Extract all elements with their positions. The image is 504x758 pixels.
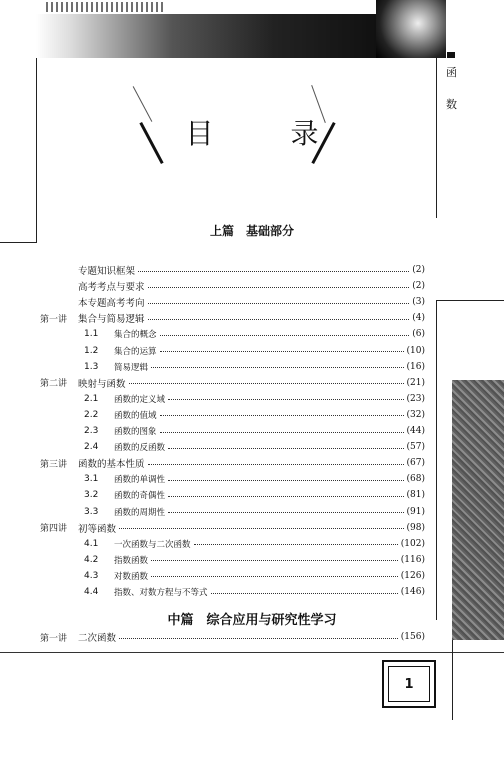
side-label-char-2: 数 — [446, 98, 457, 111]
toc-entry-page: (68) — [406, 474, 425, 485]
toc-leader-dots — [160, 351, 404, 352]
toc-entry — [40, 375, 425, 391]
toc-leader-dots — [194, 544, 398, 545]
toc-leader-dots — [119, 528, 404, 529]
toc-entry-number: 2.1 — [84, 393, 99, 404]
toc-leader-dots — [151, 367, 404, 368]
toc-entry-number: 1.3 — [84, 361, 99, 372]
toc-entry-page: (32) — [406, 409, 425, 420]
toc-leader-dots — [148, 464, 404, 465]
toc-entry-label: 函数的值域 — [114, 410, 157, 421]
toc-entry-label: 集合的概念 — [114, 330, 157, 341]
toc-entry-number: 第一讲 — [40, 314, 68, 325]
toc-entry-label: 映射与函数 — [78, 378, 126, 390]
toc-entry-page: (102) — [400, 538, 425, 549]
toc-entry — [40, 439, 425, 455]
toc-entry — [40, 520, 425, 536]
margin-mark-right — [436, 300, 504, 301]
toc-entry-page: (98) — [406, 522, 425, 533]
toc-entry-page: (91) — [406, 506, 425, 517]
toc-leader-dots — [151, 560, 398, 561]
toc-entry-label: 对数函数 — [114, 571, 149, 582]
toc-entry-page: (21) — [406, 377, 425, 388]
toc-entry-label: 函数的定义域 — [114, 394, 166, 405]
toc-entry — [40, 391, 425, 407]
toc-entry-number: 第二讲 — [40, 379, 68, 390]
toc-entry-label: 初等函数 — [78, 523, 117, 535]
toc-entry — [40, 629, 425, 645]
toc-entry — [40, 536, 425, 552]
toc-leader-dots — [160, 415, 404, 416]
toc-entry-page: (57) — [406, 442, 425, 453]
toc-entry-page: (2) — [412, 281, 425, 292]
header-photo — [376, 0, 446, 58]
toc-entry-page: (156) — [400, 632, 425, 642]
side-label-char-1: 函 — [446, 66, 457, 79]
toc-entry-number: 第一讲 — [40, 633, 68, 644]
toc-leader-dots — [168, 480, 404, 481]
toc-entry — [40, 423, 425, 439]
toc-entry-label: 函数的单调性 — [114, 475, 166, 486]
toc-entry-page: (6) — [412, 329, 425, 340]
toc-entry-number: 3.1 — [84, 474, 99, 485]
footer-rule — [0, 652, 504, 653]
toc-entry — [40, 487, 425, 503]
toc-leader-dots — [168, 496, 404, 497]
toc-entry-page: (44) — [406, 426, 425, 436]
toc-entry-page: (116) — [400, 554, 425, 565]
toc-entry — [40, 471, 425, 487]
toc-entry-label: 函数的反函数 — [114, 443, 166, 454]
toc-leader-dots — [211, 593, 398, 594]
toc-entry-label: 函数的图象 — [114, 427, 157, 437]
toc-entry-number: 4.2 — [84, 554, 99, 565]
toc-leader-dots — [129, 383, 404, 384]
toc-entry-label: 二次函数 — [78, 633, 117, 644]
toc-entry-number: 1.2 — [84, 345, 99, 356]
toc-entry-number: 2.4 — [84, 442, 99, 453]
toc-leader-dots — [148, 287, 410, 288]
toc-entry — [40, 584, 425, 600]
toc-leader-dots — [160, 335, 410, 336]
page-number-box — [382, 660, 436, 708]
toc-entry — [40, 294, 425, 310]
toc-leader-dots — [148, 303, 410, 304]
toc-leader-dots — [168, 399, 404, 400]
toc-entry-page: (67) — [406, 458, 425, 469]
toc-entry — [40, 310, 425, 326]
toc-entry-number: 2.3 — [84, 426, 99, 436]
toc-entry-page: (10) — [406, 345, 425, 356]
toc-entry-label: 高考考点与要求 — [78, 282, 145, 294]
frame-line-right-lower — [436, 300, 437, 620]
toc-entry-number: 4.4 — [84, 587, 99, 597]
toc-entry-label: 指数函数 — [114, 555, 149, 566]
toc-entry-label: 函数的周期性 — [114, 507, 166, 518]
toc-leader-dots — [148, 319, 410, 320]
toc-entry — [40, 326, 425, 342]
toc-entry-page: (3) — [412, 297, 425, 308]
side-tab-marker — [447, 52, 455, 58]
toc-entry-number: 第三讲 — [40, 459, 68, 470]
toc-entry-page: (146) — [400, 587, 425, 597]
margin-mark-left — [0, 242, 37, 243]
toc-leader-dots — [160, 432, 404, 433]
toc-leader-dots — [119, 638, 398, 639]
toc-entry-number: 4.3 — [84, 570, 99, 581]
toc-entry-page: (126) — [400, 570, 425, 581]
toc-entry — [40, 407, 425, 423]
toc-entry-number: 第四讲 — [40, 524, 68, 535]
page-title: 目 录 — [185, 117, 353, 150]
toc-entry-number: 2.2 — [84, 409, 99, 420]
toc-entry — [40, 552, 425, 568]
toc-entry-page: (23) — [406, 393, 425, 404]
toc-entry-number: 3.2 — [84, 490, 99, 501]
toc-entry — [40, 455, 425, 471]
toc-entry-label: 专题知识框架 — [78, 266, 136, 277]
toc-entry-page: (16) — [406, 361, 425, 372]
toc-entry — [40, 262, 425, 278]
toc-entry — [40, 343, 425, 359]
toc-entry-label: 函数的基本性质 — [78, 459, 145, 471]
page-number: 1 — [388, 666, 430, 702]
toc-leader-dots — [168, 448, 404, 449]
part-heading-upper: 上篇 基础部分 — [209, 224, 294, 238]
part-heading-middle: 中篇 综合应用与研究性学习 — [167, 613, 337, 628]
toc-entry-number: 1.1 — [84, 329, 99, 340]
toc-leader-dots — [168, 512, 404, 513]
toc-entry — [40, 504, 425, 520]
toc-entry — [40, 278, 425, 294]
footer-line-right — [452, 640, 453, 720]
toc-entry-page: (2) — [412, 265, 425, 275]
toc-entry-label: 集合的运算 — [114, 346, 157, 357]
side-texture — [452, 380, 504, 640]
toc-entry-label: 函数的奇偶性 — [114, 491, 166, 502]
toc-entry-page: (4) — [412, 313, 425, 324]
toc-leader-dots — [151, 576, 398, 577]
toc-entry-label: 简易逻辑 — [114, 362, 149, 373]
toc-entry-label: 集合与简易逻辑 — [78, 314, 145, 326]
toc-entry-label: 一次函数与二次函数 — [114, 539, 191, 550]
toc-entry-label: 指数、对数方程与不等式 — [114, 588, 208, 598]
toc-leader-dots — [138, 271, 409, 272]
toc-entry-number: 3.3 — [84, 506, 99, 517]
toc-entry-label: 本专题高考考向 — [78, 298, 145, 310]
header-decoration — [36, 0, 446, 60]
toc-entry — [40, 568, 425, 584]
toc-entry-page: (81) — [406, 490, 425, 501]
toc-entry-number: 4.1 — [84, 538, 99, 549]
toc-entry — [40, 359, 425, 375]
